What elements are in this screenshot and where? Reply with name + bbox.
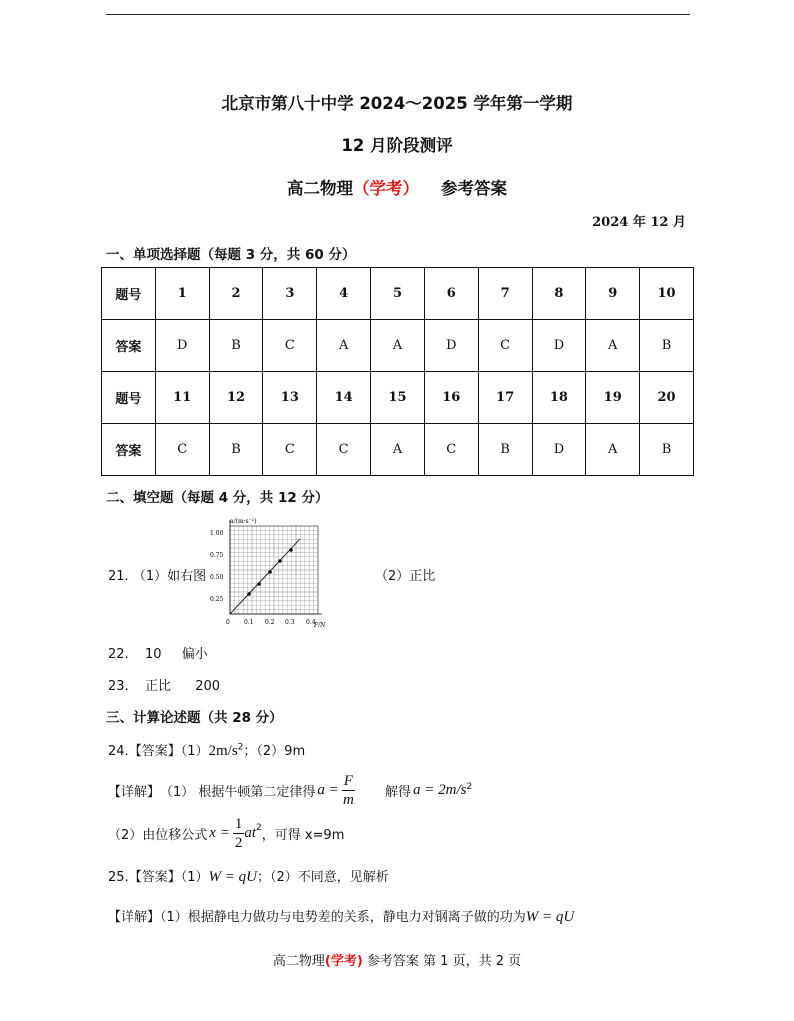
question-number: 3 (263, 268, 317, 320)
q22-number: 22. (108, 647, 129, 662)
exam-date: 2024 年 12 月 (592, 215, 686, 230)
question-number: 6 (424, 268, 478, 320)
question-number: 16 (424, 372, 478, 424)
q25-answer-part1: （1） (180, 870, 209, 885)
q23-answer-a: 正比 (144, 679, 171, 694)
question-number: 2 (209, 268, 263, 320)
row-label: 答案 (102, 320, 156, 372)
answer-cell: B (640, 424, 694, 476)
x-tick-label: 0.3 (285, 619, 295, 626)
question-number: 11 (155, 372, 209, 424)
answer-cell: B (640, 320, 694, 372)
subject-tag: （学考） (353, 179, 419, 198)
q24-number: 24. (108, 744, 129, 759)
q24-solve-label: 解得 (384, 785, 411, 800)
row-label: 题号 (102, 268, 156, 320)
q25-number: 25. (108, 870, 129, 885)
question-number: 10 (640, 268, 694, 320)
table-row (102, 424, 694, 476)
y-tick-label: 0.75 (210, 552, 224, 559)
q24-formula2-rhs: at (244, 825, 256, 841)
q24-answer-line (108, 740, 305, 760)
section1-heading: 一、单项选择题（每题 3 分，共 60 分） (106, 247, 356, 263)
data-point (257, 582, 261, 586)
q21-part1: （1）如右图 (132, 569, 207, 584)
q24-answer-part1: （1） (180, 744, 209, 759)
answer-cell: B (209, 424, 263, 476)
answer-cell: C (317, 424, 371, 476)
subject-name: 高二物理 (287, 179, 353, 198)
answer-cell: A (317, 320, 371, 372)
answer-cell: A (586, 424, 640, 476)
x-tick-label: 0.2 (265, 619, 275, 626)
question-number: 1 (155, 268, 209, 320)
q24-answer-sup: 2 (237, 742, 244, 753)
footer-subject: 高二物理 (272, 954, 325, 969)
q25-answer-line (108, 866, 389, 886)
row-label: 答案 (102, 424, 156, 476)
q21-line (108, 565, 206, 584)
answer-cell: D (424, 320, 478, 372)
q25-detail-text: （1）根据静电力做功与电势差的关系，静电力对钢离子做的功为 (160, 910, 526, 925)
data-point (268, 570, 272, 574)
answer-cell: C (424, 424, 478, 476)
data-point (289, 548, 293, 552)
footer-tag: (学考) (324, 954, 363, 969)
q24-formula2-denominator: 2 (234, 835, 243, 851)
q25-detail-line (108, 906, 574, 926)
q25-formula: W = qU (208, 869, 257, 885)
answer-cell: D (532, 320, 586, 372)
q25-answer-part2: ；（2）不同意，见解析 (256, 870, 389, 885)
answer-cell: C (263, 320, 317, 372)
subject-title (0, 175, 794, 199)
q24-detail-label: 【详解】 (108, 785, 161, 800)
q25-answer-label: 【答案】 (128, 870, 181, 885)
q24-fraction-denominator: m (342, 792, 354, 808)
q24-result: a = 2m/s (412, 782, 467, 798)
data-point (278, 559, 282, 563)
table-row (102, 320, 694, 372)
q24-answer-part2: ；（2）9m (243, 744, 306, 759)
y-tick-label: 1.00 (210, 530, 224, 537)
q24-answer-value: 2m/s (208, 743, 238, 759)
question-number: 17 (478, 372, 532, 424)
answer-cell: C (155, 424, 209, 476)
x-tick-label: 0.4 (306, 619, 316, 626)
q24-answer-label: 【答案】 (128, 744, 181, 759)
answer-cell: D (532, 424, 586, 476)
q24-fraction-numerator: F (343, 773, 353, 789)
q25-detail-formula: W = qU (525, 909, 575, 925)
question-number: 9 (586, 268, 640, 320)
question-number: 13 (263, 372, 317, 424)
q23-line (108, 675, 220, 694)
answer-cell: C (478, 320, 532, 372)
x-tick-label: 0 (226, 619, 230, 626)
q24-formula2-numerator: 1 (234, 816, 243, 832)
question-number: 14 (317, 372, 371, 424)
answer-key-label: 参考答案 (441, 179, 507, 198)
table-row (102, 372, 694, 424)
x-tick-label: 0.1 (244, 619, 254, 626)
answer-cell: B (478, 424, 532, 476)
question-number: 5 (371, 268, 425, 320)
question-number: 7 (478, 268, 532, 320)
section2-heading: 二、填空题（每题 4 分，共 12 分） (106, 490, 329, 506)
answer-cell: A (371, 320, 425, 372)
data-point (247, 592, 251, 596)
acceleration-force-graph (208, 514, 328, 630)
q25-detail-label: 【详解】 (108, 910, 161, 925)
y-axis-label: a/(m·s⁻²) (230, 518, 257, 525)
q24-formula2-lhs: x = (209, 825, 230, 841)
q22-line (108, 643, 208, 662)
q24-fraction (342, 772, 355, 809)
top-rule (106, 14, 690, 15)
q24-detail-text2: （2）由位移公式 (108, 828, 208, 843)
answer-cell: C (263, 424, 317, 476)
question-number: 18 (532, 372, 586, 424)
answer-cell: D (155, 320, 209, 372)
row-label: 题号 (102, 372, 156, 424)
table-row (102, 268, 694, 320)
q24-detail-tail: ，可得 x=9m (261, 828, 345, 843)
q24-detail-line1 (108, 772, 472, 809)
y-tick-label: 0.50 (210, 574, 224, 581)
question-number: 15 (371, 372, 425, 424)
y-tick-label: 0.25 (210, 596, 224, 603)
q23-number: 23. (108, 679, 129, 694)
answer-cell: A (586, 320, 640, 372)
question-number: 19 (586, 372, 640, 424)
page-footer (0, 950, 794, 969)
section3-heading: 三、计算论述题（共 28 分） (106, 710, 283, 726)
x-axis-label: F/N (314, 622, 326, 629)
exam-title: 12 月阶段测评 (341, 136, 453, 155)
answer-cell: B (209, 320, 263, 372)
q24-detail-text1: （1） 根据牛顿第二定律得 (160, 785, 316, 800)
question-number: 20 (640, 372, 694, 424)
q21-part2: （2）正比 (375, 569, 436, 584)
graph-grid (230, 526, 318, 614)
q23-answer-b: 200 (195, 679, 221, 694)
answer-table (101, 267, 694, 476)
q21-number: 21. (108, 569, 129, 584)
q22-answer-a: 10 (144, 647, 162, 662)
school-title: 北京市第八十中学 2024～2025 学年第一学期 (221, 94, 573, 113)
question-number: 8 (532, 268, 586, 320)
q24-formula-lhs: a = (317, 782, 339, 798)
question-number: 4 (317, 268, 371, 320)
q24-formula2-fraction (233, 815, 245, 852)
footer-page-info: 参考答案 第 1 页，共 2 页 (362, 954, 522, 969)
q24-formula2-sup: 2 (255, 823, 262, 833)
q24-result-sup: 2 (466, 782, 473, 792)
answer-cell: A (371, 424, 425, 476)
q24-detail-line2 (108, 815, 344, 852)
q22-answer-b: 偏小 (181, 647, 208, 662)
question-number: 12 (209, 372, 263, 424)
